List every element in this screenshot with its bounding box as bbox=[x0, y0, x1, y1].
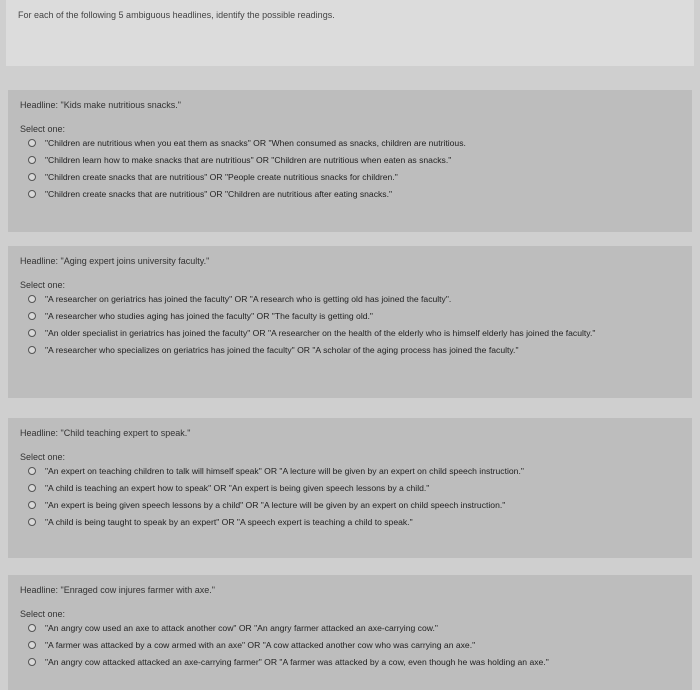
radio-button-icon[interactable] bbox=[28, 467, 36, 475]
answer-option-text[interactable]: "An angry cow attacked attacked an axe-carrying farmer" OR "A farmer was attacked by a cow, even though he was holding an axe." bbox=[45, 657, 549, 667]
answer-option[interactable] bbox=[8, 138, 692, 149]
question-card bbox=[8, 575, 692, 690]
answer-option-text[interactable]: "A researcher who specializes on geriatrics has joined the faculty" OR "A scholar of the aging process has joined the faculty." bbox=[45, 345, 519, 355]
answer-option[interactable] bbox=[8, 640, 692, 651]
answer-option-text[interactable]: "An expert on teaching children to talk will himself speak" OR "A lecture will be given by an expert on child speech instruction." bbox=[45, 466, 524, 476]
answer-option[interactable] bbox=[8, 500, 692, 511]
radio-button-icon[interactable] bbox=[28, 329, 36, 337]
question-headline: Headline: "Kids make nutritious snacks." bbox=[20, 100, 181, 110]
answer-option[interactable] bbox=[8, 657, 692, 668]
radio-button-icon[interactable] bbox=[28, 501, 36, 509]
answer-option[interactable] bbox=[8, 483, 692, 494]
instructions-text: For each of the following 5 ambiguous headlines, identify the possible readings. bbox=[18, 10, 335, 20]
radio-button-icon[interactable] bbox=[28, 658, 36, 666]
answer-option[interactable] bbox=[8, 623, 692, 634]
answer-option-text[interactable]: "A researcher who studies aging has joined the faculty" OR "The faculty is getting old." bbox=[45, 311, 373, 321]
radio-button-icon[interactable] bbox=[28, 641, 36, 649]
question-headline: Headline: "Aging expert joins university faculty." bbox=[20, 256, 210, 266]
answer-option[interactable] bbox=[8, 466, 692, 477]
select-one-label: Select one: bbox=[20, 452, 66, 462]
answer-option-text[interactable]: "A farmer was attacked by a cow armed with an axe" OR "A cow attacked another cow who was carrying an axe." bbox=[45, 640, 476, 650]
answer-option-text[interactable]: "Children are nutritious when you eat them as snacks" OR "When consumed as snacks, children are nutritious. bbox=[45, 138, 466, 148]
answer-option[interactable] bbox=[8, 517, 692, 528]
radio-button-icon[interactable] bbox=[28, 484, 36, 492]
answer-option[interactable] bbox=[8, 328, 692, 339]
radio-button-icon[interactable] bbox=[28, 624, 36, 632]
answer-option-text[interactable]: "A child is being taught to speak by an expert" OR "A speech expert is teaching a child to speak." bbox=[45, 517, 413, 527]
question-card bbox=[8, 246, 692, 398]
question-card bbox=[8, 418, 692, 558]
answer-option-text[interactable]: "A child is teaching an expert how to speak" OR "An expert is being given speech lessons by a child." bbox=[45, 483, 430, 493]
answer-option-text[interactable]: "A researcher on geriatrics has joined the faculty" OR "A research who is getting old has joined the faculty". bbox=[45, 294, 452, 304]
answer-option[interactable] bbox=[8, 294, 692, 305]
radio-button-icon[interactable] bbox=[28, 173, 36, 181]
answer-option[interactable] bbox=[8, 311, 692, 322]
answer-option-text[interactable]: "Children create snacks that are nutritious" OR "People create nutritious snacks for children." bbox=[45, 172, 398, 182]
answer-option[interactable] bbox=[8, 172, 692, 183]
answer-option-text[interactable]: "An older specialist in geriatrics has joined the faculty" OR "A researcher on the health of the elderly who is himself elderly has joined the faculty." bbox=[45, 328, 596, 338]
radio-button-icon[interactable] bbox=[28, 312, 36, 320]
question-headline: Headline: "Enraged cow injures farmer with axe." bbox=[20, 585, 215, 595]
answer-option[interactable] bbox=[8, 345, 692, 356]
select-one-label: Select one: bbox=[20, 609, 66, 619]
answer-option-text[interactable]: "Children learn how to make snacks that are nutritious" OR "Children are nutritious when eaten as snacks." bbox=[45, 155, 452, 165]
radio-button-icon[interactable] bbox=[28, 139, 36, 147]
instructions-panel bbox=[6, 0, 694, 66]
select-one-label: Select one: bbox=[20, 124, 66, 134]
radio-button-icon[interactable] bbox=[28, 190, 36, 198]
answer-option[interactable] bbox=[8, 155, 692, 166]
answer-option-text[interactable]: "Children create snacks that are nutritious" OR "Children are nutritious after eating snacks." bbox=[45, 189, 393, 199]
radio-button-icon[interactable] bbox=[28, 295, 36, 303]
question-card bbox=[8, 90, 692, 232]
answer-option[interactable] bbox=[8, 189, 692, 200]
radio-button-icon[interactable] bbox=[28, 518, 36, 526]
radio-button-icon[interactable] bbox=[28, 346, 36, 354]
answer-option-text[interactable]: "An angry cow used an axe to attack another cow" OR "An angry farmer attacked an axe-carrying cow." bbox=[45, 623, 438, 633]
question-headline: Headline: "Child teaching expert to speak." bbox=[20, 428, 191, 438]
radio-button-icon[interactable] bbox=[28, 156, 36, 164]
answer-option-text[interactable]: "An expert is being given speech lessons by a child" OR "A lecture will be given by an expert on child speech instruction." bbox=[45, 500, 506, 510]
select-one-label: Select one: bbox=[20, 280, 66, 290]
